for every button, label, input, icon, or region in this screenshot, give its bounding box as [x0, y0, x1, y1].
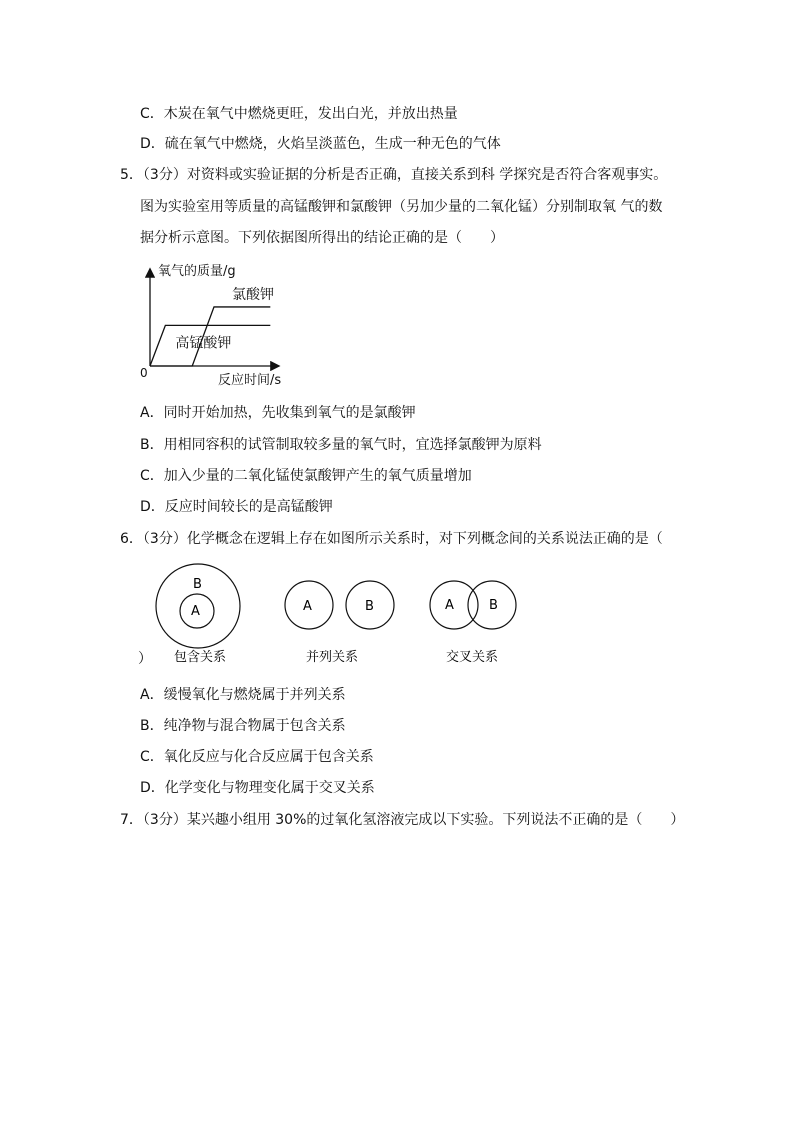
q6-option-a: A．缓慢氧化与燃烧属于并列关系	[140, 687, 346, 703]
q5-stem-line3: 据分析示意图。下列依据图所得出的结论正确的是（ ）	[140, 230, 504, 246]
origin-label: 0	[140, 366, 148, 380]
intersect-right-label: B	[489, 598, 498, 613]
x-axis-label: 反应时间/s	[218, 373, 282, 388]
relation-diagram	[130, 560, 550, 672]
oxygen-mass-chart	[130, 256, 300, 390]
q5-option-b: B．用相同容积的试管制取较多量的氧气时，宜选择氯酸钾为原料	[140, 437, 542, 453]
q5-option-a: A．同时开始加热，先收集到氧气的是氯酸钾	[140, 405, 416, 421]
q4-option-d: D．硫在氧气中燃烧，火焰呈淡蓝色，生成一种无色的气体	[140, 136, 501, 152]
q7-stem-line1: 7．（3分）某兴趣小组用 30%的过氧化氢溶液完成以下实验。下列说法不正确的是（ ）	[120, 812, 685, 828]
inclusion-inner-label: A	[191, 604, 200, 619]
q6-option-d: D．化学变化与物理变化属于交叉关系	[140, 780, 375, 796]
q5-stem-line2: 图为实验室用等质量的高锰酸钾和氯酸钾（另加少量的二氧化锰）分别制取氧 气的数	[140, 199, 663, 215]
q4-option-c: C．木炭在氧气中燃烧更旺，发出白光，并放出热量	[140, 106, 458, 122]
q5-option-d: D．反应时间较长的是高锰酸钾	[140, 499, 333, 515]
parallel-right-label: B	[365, 599, 374, 614]
q5-option-c: C．加入少量的二氧化锰使氯酸钾产生的氧气质量增加	[140, 468, 472, 484]
intersect-left-circle	[430, 581, 478, 629]
y-axis-label: 氧气的质量/g	[158, 264, 236, 279]
series-label-2: 高锰酸钾	[175, 335, 232, 352]
q6-stem-line1: 6．（3分）化学概念在逻辑上存在如图所示关系时，对下列概念间的关系说法正确的是（	[120, 531, 663, 547]
q6-close-paren: ）	[138, 651, 152, 667]
parallel-caption: 并列关系	[306, 650, 359, 665]
q5-stem-line1: 5．（3分）对资料或实验证据的分析是否正确，直接关系到科 学探究是否符合客观事实。	[120, 167, 668, 183]
intersect-left-label: A	[445, 598, 454, 613]
q6-option-c: C．氧化反应与化合反应属于包含关系	[140, 749, 374, 765]
inclusion-outer-label: B	[193, 577, 202, 592]
intersect-caption: 交叉关系	[446, 650, 499, 665]
parallel-left-label: A	[303, 599, 312, 614]
series-label-1: 氯酸钾	[232, 286, 274, 303]
q6-option-b: B．纯净物与混合物属于包含关系	[140, 718, 346, 734]
inclusion-caption: 包含关系	[174, 650, 227, 665]
